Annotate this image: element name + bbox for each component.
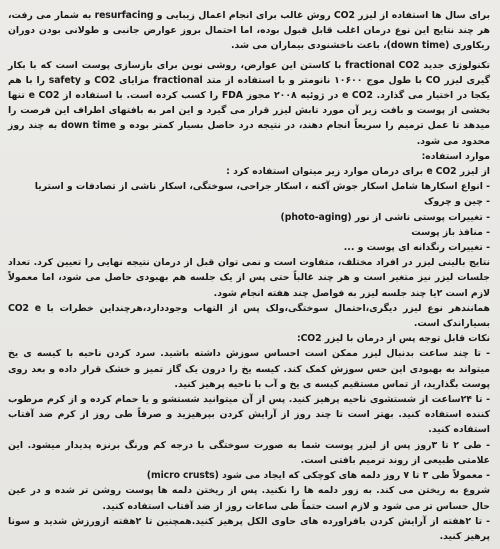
list-item: - تغییرات رنگدانه ای پوست و ... — [343, 242, 490, 254]
uses-intro: از لیزر e CO2 برای درمان موارد زیر میتوان استفاده کرد : — [226, 166, 490, 178]
technology-paragraph: تکنولوژی جدید fractional CO2 با کاستن این عوارض، روشی نوین برای بازسازی پوست است که با بکار گیری لیزر CO با طول موج ۱۰۶۰۰ نانومتر و با استفاده از متد fractional مزایای CO2 و safety را با هم یکجا در اختیار می گذارد. e CO2 در ژوئیه ۲۰۰۸ مجوز FDA را کسب کرده است. با استفاده از e CO2 تنها بخشی از پوست و بافت زیر آن مورد تابش لیزر قرار می گیرد و این امر به بافتهای اطراف این فرصت را میدهد تا عمل ترمیم را سریعاً انجام دهند، در نتیجه درد حاصل بسیار کمتر بوده و down time به چند روز محدود می شود. — [8, 59, 490, 147]
note-item: - تا ۲هفته از آرایش کردن بافراورده های حاوی الکل پرهیز کنید.همچنین تا ۲هفته ازورزش شدید و سونا پرهیز کنید. — [8, 515, 490, 542]
note-item: - معمولاً طی ۳ تا ۷ روز دلمه های کوچکی که ایجاد می شود (micro crusts) — [146, 470, 490, 482]
list-item: - چین و چروک — [424, 196, 490, 208]
note-continuation: شروع به ریختن می کند. به زور دلمه ها را نکنید. پس از ریختن دلمه ها پوست روشن تر شده و در عین حال حساس تر می شود و لازم است حتماً طی ساعات روز از ضد آفتاب استفاده کنید. — [8, 485, 490, 512]
section-heading-notes: نکات قابل توجه پس از درمان با لیزر CO2: — [296, 333, 490, 345]
note-item: - تا ۲۴ساعت از شستشوی ناحیه پرهیز کنید. پس از آن میتوانید شستشو و یا حمام کرده و از کرم مرطوب کننده استفاده کنید. بهتر است تا چند روز از آرایش کردن بپرهیزید و صرفاً طی روز از کرم ضد آفتاب استفاده کنید. — [8, 394, 490, 436]
results-paragraph: نتایج بالینی لیزر در افراد مختلف، متفاوت است و نمی توان قبل از درمان نتیجه نهایی را تعیین کرد. تعداد جلسات لیزر نیز متغیر است و هر چند غالباً حتی پس از یک جلسه هم بهبودی حاصل می شود، اما معمولاً لازم است ۲یا چند جلسه لیزر به فواصل چند هفته انجام شود. — [8, 257, 490, 299]
list-item: - انواع اسکارها شامل اسکار جوش آکنه ، اسکار جراحی، سوختگی، اسکار ناشی از تصادفات و استریا — [34, 181, 490, 193]
list-item: - تغییرات پوستی ناشی از نور (photo-aging) — [280, 211, 490, 223]
note-item: - تا چند ساعت بدنبال لیزر ممکن است احساس سوزش داشته باشید. سرد کردن ناحیه با کیسه ی یخ میتواند به بهبودی این حس سوزش کمک کند. کیسه یخ را درون یک گاز تمیز و خشک قرار داده و بعد روی پوست بگذارید، از تماس مستقیم کیسه ی یخ و آب با ناحیه پرهیز کنید. — [8, 348, 490, 390]
list-item: - منافذ باز پوست — [411, 226, 490, 238]
section-heading-uses: موارد استفاده: — [421, 150, 490, 162]
risks-paragraph: همانندهر نوع لیزر دیگری،احتمال سوختگی،ولک پس از التهاب وجوددارد،هرچنداین خطرات با CO2 e بسیاراندک است. — [8, 302, 490, 330]
intro-paragraph: برای سال ها استفاده از لیزر CO2 روش غالب برای انجام اعمال زیبایی و resurfacing به شمار می رفت، هر چند نتایج این نوع درمان اغلب قابل قبول بوده، اما احتمال بروز عوارض جانبی و طولانی بودن دوران ریکاوری (down time)، باعث ناخشنودی بیماران می شد. — [8, 10, 490, 52]
note-item: - طی ۲ تا ۳روز پس از لیزر پوست شما به صورت سوختگی با درجه کم ورنگ برنزه پدیدار میشود. این علامتی طبیعی از روند ترمیم بافتی است. — [8, 439, 490, 466]
